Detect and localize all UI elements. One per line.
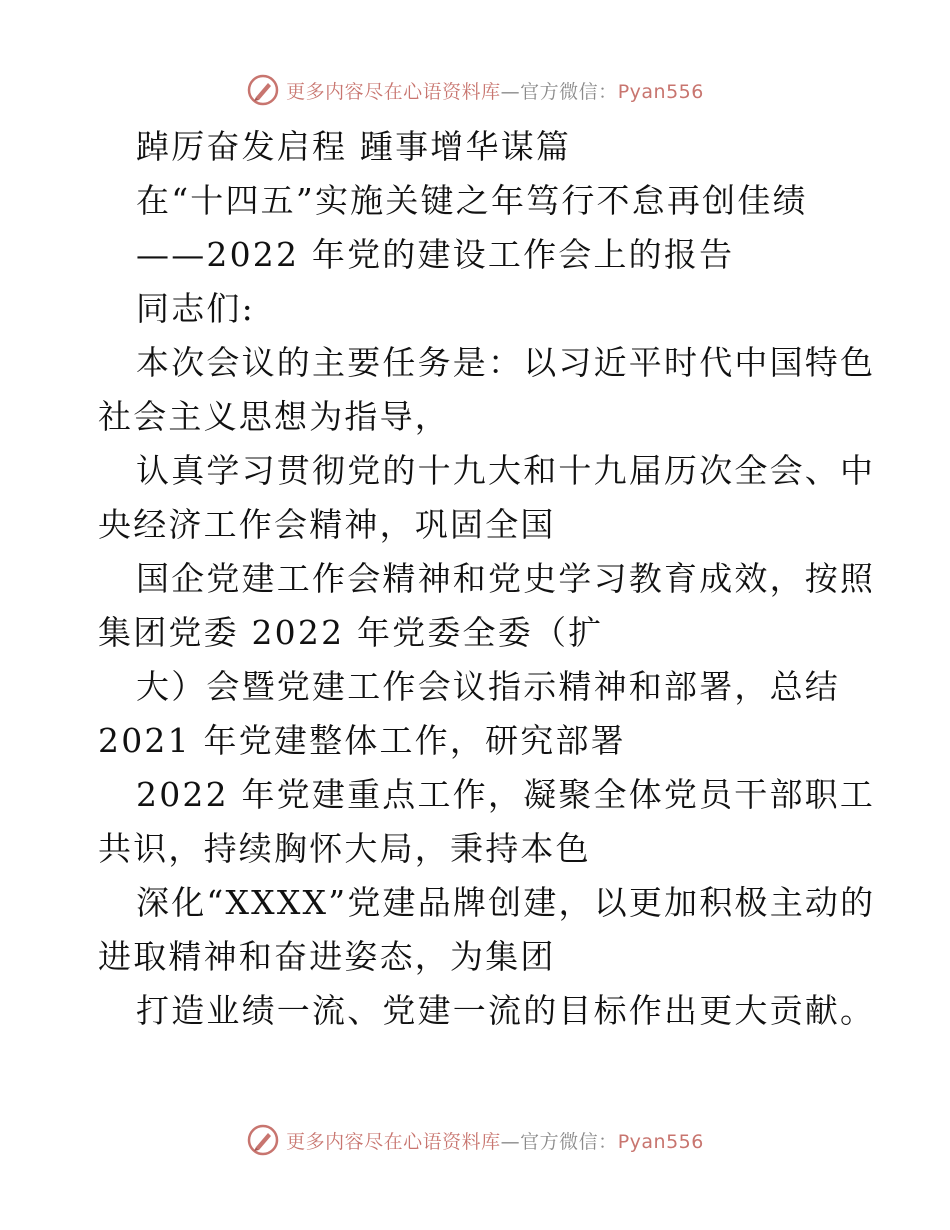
watermark-id: Pyan556	[617, 80, 704, 103]
doc-line: 共识，持续胸怀大局，秉持本色	[98, 829, 591, 868]
doc-line: 同志们:	[136, 289, 255, 328]
watermark-id: Pyan556	[617, 1130, 704, 1153]
watermark-sep: —官方微信：	[500, 80, 618, 103]
doc-line: 在“十四五”实施关键之年笃行不怠再创佳绩	[136, 181, 808, 220]
doc-line: 踔厉奋发启程 踵事增华谋篇	[136, 127, 572, 166]
doc-line: 认真学习贯彻党的十九大和十九届历次全会、中	[136, 451, 876, 490]
doc-line: 2021 年党建整体工作，研究部署	[98, 721, 626, 760]
doc-line: 国企党建工作会精神和党史学习教育成效，按照	[136, 559, 876, 598]
watermark-main: 更多内容尽在心语资料库	[286, 1130, 501, 1153]
doc-line: 集团党委 2022 年党委全委（扩	[98, 613, 604, 652]
watermark-header	[0, 70, 950, 110]
doc-line: 进取精神和奋进姿态，为集团	[98, 937, 556, 976]
doc-line: 社会主义思想为指导，	[98, 397, 450, 436]
watermark-text	[286, 1127, 704, 1154]
watermark-main: 更多内容尽在心语资料库	[286, 80, 501, 103]
doc-line: 2022 年党建重点工作，凝聚全体党员干部职工	[136, 775, 876, 814]
pen-logo-icon	[246, 1123, 280, 1157]
watermark-text	[286, 77, 704, 104]
watermark-footer	[0, 1120, 950, 1160]
pen-logo-icon	[246, 73, 280, 107]
document-body	[98, 120, 876, 1038]
doc-line: 央经济工作会精神，巩固全国	[98, 505, 556, 544]
doc-line: 打造业绩一流、党建一流的目标作出更大贡献。	[136, 991, 876, 1030]
watermark-sep: —官方微信：	[500, 1130, 618, 1153]
doc-line: 本次会议的主要任务是：以习近平时代中国特色	[136, 343, 876, 382]
doc-line: ——2022 年党的建设工作会上的报告	[136, 235, 735, 274]
doc-line: 深化“XXXX”党建品牌创建，以更加积极主动的	[136, 883, 876, 922]
doc-line: 大）会暨党建工作会议指示精神和部署，总结	[136, 667, 840, 706]
